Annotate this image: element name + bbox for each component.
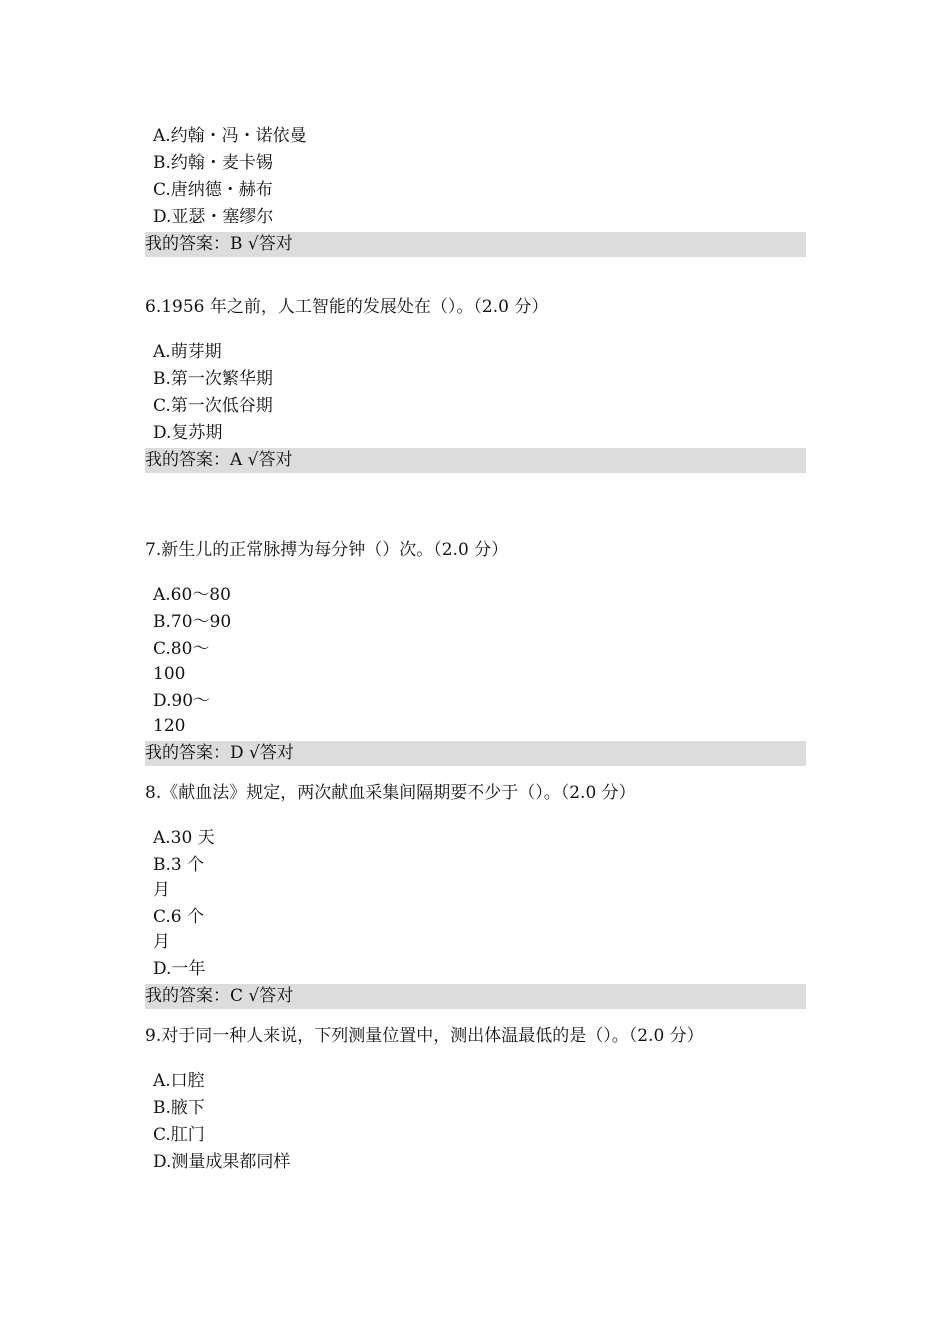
question-6-block (145, 294, 806, 473)
my-answer-bar: 我的答案：C √答对 (145, 984, 806, 1009)
option-d: D.一年 (153, 959, 206, 979)
option-c: C.6 个月 (153, 907, 205, 952)
option-d: D.亚瑟・塞缪尔 (153, 207, 274, 227)
question-5-block (145, 124, 806, 257)
my-answer-bar: 我的答案：A √答对 (145, 448, 806, 473)
option-b: B.第一次繁华期 (153, 369, 273, 389)
option-d: D.90～120 (153, 691, 211, 736)
question-9-text: 9.对于同一种人来说，下列测量位置中，测出体温最低的是（）。（2.0 分） (145, 1026, 704, 1046)
question-8-text: 8.《献血法》规定，两次献血采集间隔期要不少于（）。（2.0 分） (145, 783, 636, 803)
question-7-options (145, 583, 806, 739)
option-a: A.口腔 (153, 1071, 205, 1091)
question-9-options (145, 1069, 806, 1175)
option-a: A.萌芽期 (153, 342, 222, 362)
option-b: B.70～90 (153, 612, 232, 632)
option-c: C.80～100 (153, 639, 210, 684)
option-d: D.复苏期 (153, 423, 223, 443)
option-a: A.约翰・冯・诺依曼 (153, 126, 307, 146)
question-6-text: 6.1956 年之前，人工智能的发展处在（）。（2.0 分） (145, 297, 549, 317)
question-8-options (145, 826, 806, 982)
option-c: C.第一次低谷期 (153, 396, 273, 416)
question-8-block (145, 780, 806, 1009)
option-b: B.腋下 (153, 1098, 205, 1118)
option-d: D.测量成果都同样 (153, 1152, 291, 1172)
question-9-block (145, 1023, 806, 1177)
option-a: A.60～80 (153, 585, 231, 605)
question-5-options (145, 124, 806, 230)
option-c: C.唐纳德・赫布 (153, 180, 273, 200)
my-answer-bar: 我的答案：B √答对 (145, 232, 806, 257)
option-b: B.约翰・麦卡锡 (153, 153, 273, 173)
question-6-options (145, 340, 806, 446)
option-b: B.3 个月 (153, 855, 205, 900)
option-a: A.30 天 (153, 828, 215, 848)
option-c: C.肛门 (153, 1125, 205, 1145)
question-7-block (145, 537, 806, 766)
my-answer-bar: 我的答案：D √答对 (145, 741, 806, 766)
question-7-text: 7.新生儿的正常脉搏为每分钟（）次。（2.0 分） (145, 540, 509, 560)
